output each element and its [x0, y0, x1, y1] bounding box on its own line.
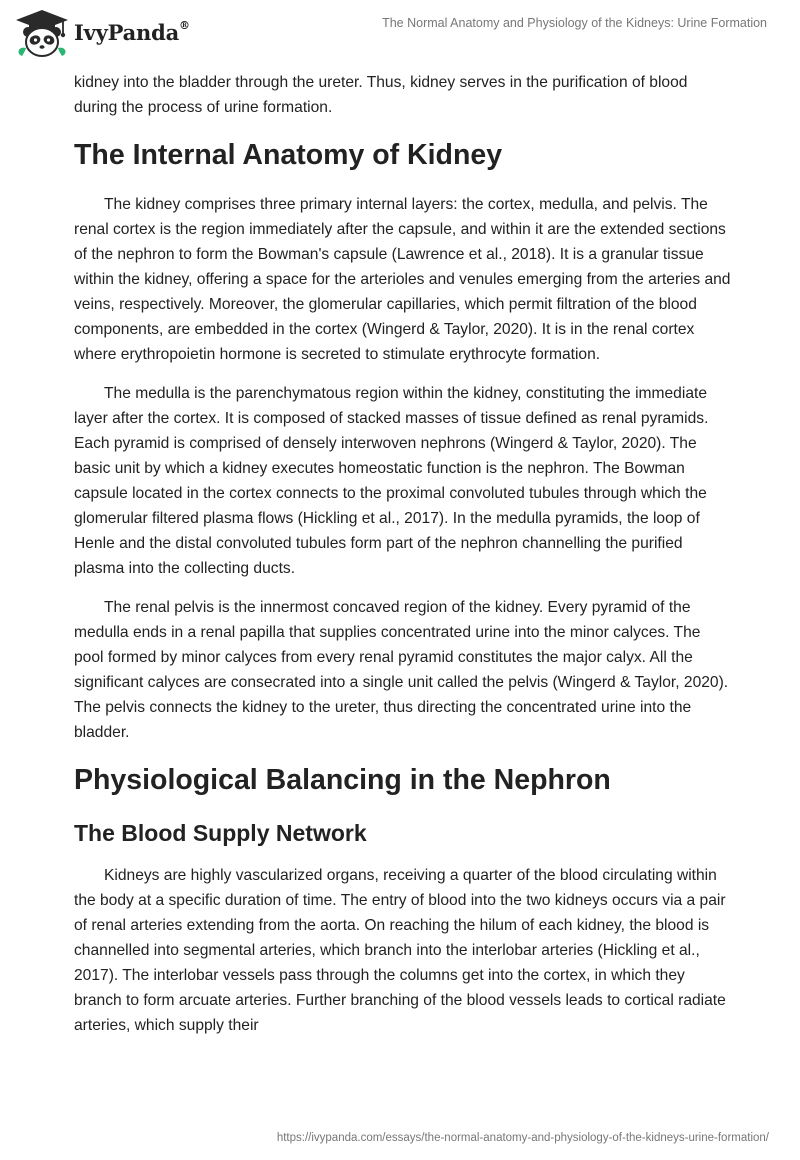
page-header — [0, 0, 800, 64]
footer-url-link[interactable]: https://ivypanda.com/essays/the-normal-anatomy-and-physiology-of-the-kidneys-urine-formation/ — [276, 1132, 769, 1144]
heading-blood-supply: The Blood Supply Network — [74, 820, 367, 846]
intro-paragraph-tail: kidney into the bladder through the ureter. Thus, kidney serves in the purification of blood during the process of urine formation. — [74, 74, 688, 116]
logo-wordmark — [74, 20, 190, 45]
ivypanda-logo[interactable] — [12, 8, 212, 58]
heading-physiological-balancing: Physiological Balancing in the Nephron — [74, 764, 611, 796]
paragraph-medulla: The medulla is the parenchymatous region within the kidney, constituting the immediate layer after the cortex. It is composed of stacked masses of tissue defined as renal pyramids. Each pyramid is comprised of densely interwoven nephrons (Wingerd & Taylor, 2020). The basic unit by which a kidney executes homeostatic function is the nephron. The Bowman capsule located in the cortex connects to the proximal convoluted tubules through which the glomerular filtered plasma flows (Hickling et al., 2017). In the medulla pyramids, the loop of Henle and the distal convoluted tubules form part of the nephron channelling the purified plasma into the collecting ducts. — [74, 385, 709, 577]
paragraph-cortex: The kidney comprises three primary internal layers: the cortex, medulla, and pelvis. The renal cortex is the region immediately after the capsule, and within it are the extended sections of the nephron to form the Bowman's capsule (Lawrence et al., 2018). It is a granular tissue within the kidney, offering a space for the arterioles and venules emerging from the arteries and veins, respectively. Moreover, the glomerular capillaries, which permit filtration of the blood components, are embedded in the cortex (Wingerd & Taylor, 2020). It is in the renal cortex where erythropoietin hormone is secreted to stimulate erythrocyte formation. — [74, 196, 731, 363]
essay-content — [74, 70, 734, 1052]
document-title: The Normal Anatomy and Physiology of the Kidneys: Urine Formation — [382, 16, 767, 30]
paragraph-blood-supply: Kidneys are highly vascularized organs, receiving a quarter of the blood circulating within the body at a specific duration of time. The entry of blood into the two kidneys occurs via a pair of renal arteries extending from the aorta. On reaching the hilum of each kidney, the blood is channelled into segmental arteries, which branch into the interlobar arteries (Hickling et al., 2017). The interlobar vessels pass through the columns get into the cortex, in which they branch to form arcuate arteries. Further branching of the blood vessels leads to cortical radiate arteries, which supply their — [74, 867, 726, 1034]
panda-graduate-icon — [12, 8, 72, 58]
paragraph-pelvis: The renal pelvis is the innermost concaved region of the kidney. Every pyramid of the medulla ends in a renal papilla that supplies concentrated urine into the minor calyces. The pool formed by minor calyces from every renal pyramid constitutes the major calyx. All the significant calyces are consecrated into a single unit called the pelvis (Wingerd & Taylor, 2020). The pelvis connects the kidney to the ureter, thus directing the concentrated urine into the bladder. — [74, 599, 729, 741]
logo-registered-mark: ® — [179, 19, 190, 32]
heading-internal-anatomy: The Internal Anatomy of Kidney — [74, 139, 503, 171]
logo-text: IvyPanda — [74, 20, 180, 45]
